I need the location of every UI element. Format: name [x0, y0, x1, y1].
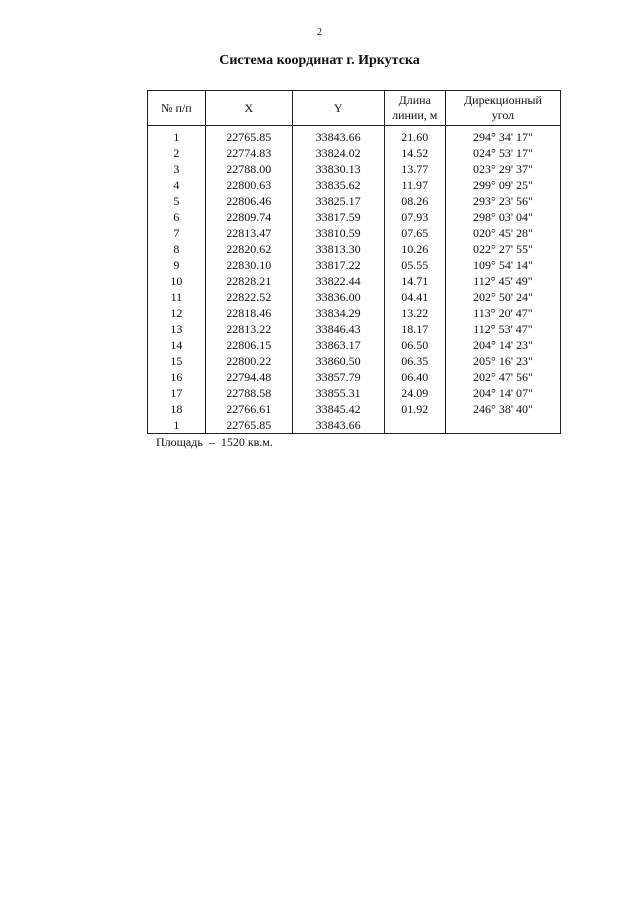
area-value: 1520 кв.м.: [220, 435, 273, 449]
x-coordinate-cell: 22800.63: [226, 178, 272, 192]
y-coordinate-cell: 33822.44: [315, 274, 361, 288]
line-length-cell: 14.71: [401, 274, 429, 288]
header-direction-angle: [445, 91, 560, 126]
header-line-length-line2: линии, м: [392, 108, 438, 122]
y-coordinate-cell: 33817.59: [315, 210, 361, 224]
line-length-cell: 11.97: [401, 178, 429, 192]
area-note: [156, 435, 273, 450]
x-coordinate-cell: 22766.61: [226, 402, 272, 416]
direction-angle-column: [445, 126, 560, 434]
y-coordinate-cell: 33830.13: [315, 162, 361, 176]
x-coordinate-cell: 22809.74: [226, 210, 272, 224]
point-number-cell: 7: [173, 226, 180, 240]
point-number-cell: 8: [173, 242, 180, 256]
y-coordinate-cell: 33824.02: [315, 146, 361, 160]
x-coordinate-cell: 22794.48: [226, 370, 272, 384]
y-coordinate-cell: 33836.00: [315, 290, 361, 304]
direction-angle-cell: 299° 09' 25": [473, 178, 533, 192]
line-length-cell: 13.22: [401, 306, 429, 320]
point-number-cell: 17: [170, 386, 183, 400]
table-header-row: [148, 91, 561, 126]
table-body-row: [148, 126, 561, 434]
x-coordinate-cell: 22765.85: [226, 130, 272, 144]
point-number-cell: 3: [173, 162, 180, 176]
y-coordinate-cell: 33817.22: [315, 258, 361, 272]
point-number-cell: 16: [170, 370, 183, 384]
line-length-cell: 06.35: [401, 354, 429, 368]
header-y: [292, 91, 384, 126]
y-coordinate-cell: 33825.17: [315, 194, 361, 208]
line-length-cell: 06.50: [401, 338, 429, 352]
point-number-cell: 14: [170, 338, 183, 352]
y-coordinate-cell: 33855.31: [315, 386, 361, 400]
header-line-length: [384, 91, 445, 126]
header-point-number-label: № п/п: [161, 100, 192, 115]
direction-angle-cell: 293° 23' 56": [473, 194, 533, 208]
point-number-column: [148, 126, 206, 434]
direction-angle-cell: 202° 47' 56": [473, 370, 533, 384]
line-length-cell: 08.26: [401, 194, 429, 208]
direction-angle-cell: 204° 14' 23": [473, 338, 533, 352]
y-coordinate-cell: 33863.17: [315, 338, 361, 352]
x-coordinate-cell: 22813.47: [226, 226, 272, 240]
y-coordinate-cell: 33846.43: [315, 322, 361, 336]
header-x-label: X: [244, 100, 254, 115]
header-line-length-line1: Длина: [398, 93, 431, 107]
line-length-cell: 07.93: [401, 210, 429, 224]
x-coordinate-cell: 22813.22: [226, 322, 272, 336]
x-coordinate-cell: 22788.58: [226, 386, 272, 400]
direction-angle-cell: 113° 20' 47": [473, 306, 533, 320]
x-coordinate-cell: 22822.52: [226, 290, 272, 304]
y-coordinate-cell: 33810.59: [315, 226, 361, 240]
line-length-cell: 01.92: [401, 402, 429, 416]
header-direction-angle-line1: Дирекционный: [463, 93, 542, 107]
x-coordinate-cell: 22820.62: [226, 242, 272, 256]
line-length-cell: 21.60: [401, 130, 429, 144]
direction-angle-cell: 022° 27' 55": [473, 242, 533, 256]
x-coordinate-cell: 22788.00: [226, 162, 272, 176]
point-number-cell: 10: [170, 274, 183, 288]
line-length-cell: 14.52: [401, 146, 429, 160]
direction-angle-cell: 205° 16' 23": [473, 354, 533, 368]
point-number-cell: 9: [173, 258, 180, 272]
point-number-cell: 13: [170, 322, 183, 336]
direction-angle-cell: 298° 03' 04": [473, 210, 533, 224]
line-length-cell: 13.77: [401, 162, 429, 176]
line-length-cell: 06.40: [401, 370, 429, 384]
y-coordinate-cell: 33857.79: [315, 370, 361, 384]
point-number-cell: 1: [173, 418, 180, 432]
header-y-label: Y: [333, 100, 343, 115]
line-length-cell: 07.65: [401, 226, 429, 240]
y-coordinate-cell: 33834.29: [315, 306, 361, 320]
direction-angle-cell: 246° 38' 40": [473, 402, 533, 416]
point-number-cell: 15: [170, 354, 183, 368]
x-coordinate-cell: 22774.83: [226, 146, 272, 160]
y-coordinate-cell: 33813.30: [315, 242, 361, 256]
line-length-column: [384, 126, 445, 434]
point-number-cell: 6: [173, 210, 180, 224]
direction-angle-cell: 024° 53' 17": [473, 146, 533, 160]
area-label: Площадь: [156, 435, 203, 449]
line-length-cell: 04.41: [401, 290, 429, 304]
direction-angle-cell: 023° 29' 37": [473, 162, 533, 176]
direction-angle-cell: 294° 34' 17": [473, 130, 533, 144]
y-coordinate-cell: 33860.50: [315, 354, 361, 368]
direction-angle-cell: 204° 14' 07": [473, 386, 533, 400]
header-direction-angle-line2: угол: [491, 108, 515, 122]
point-number-cell: 2: [173, 146, 180, 160]
point-number-cell: 12: [170, 306, 183, 320]
x-coordinate-cell: 22800.22: [226, 354, 272, 368]
y-coordinate-cell: 33843.66: [315, 418, 361, 432]
y-coordinate-cell: 33835.62: [315, 178, 361, 192]
x-coordinate-cell: 22830.10: [226, 258, 272, 272]
document-title: Система координат г. Иркутска: [219, 53, 420, 68]
line-length-cell: 18.17: [401, 322, 429, 336]
x-coordinate-cell: 22818.46: [226, 306, 272, 320]
x-coordinate-column: [205, 126, 292, 434]
y-coordinate-column: [292, 126, 384, 434]
direction-angle-cell: 109° 54' 14": [473, 258, 533, 272]
y-coordinate-cell: 33843.66: [315, 130, 361, 144]
direction-angle-cell: 112° 45' 49": [473, 274, 533, 288]
x-coordinate-cell: 22806.15: [226, 338, 272, 352]
direction-angle-cell: 020° 45' 28": [473, 226, 533, 240]
area-dash: –: [208, 435, 215, 449]
point-number-cell: 18: [170, 402, 183, 416]
line-length-cell: 05.55: [401, 258, 429, 272]
page-number: 2: [317, 27, 322, 38]
point-number-cell: 1: [173, 130, 180, 144]
y-coordinate-cell: 33845.42: [315, 402, 361, 416]
x-coordinate-cell: 22806.46: [226, 194, 272, 208]
header-x: [205, 91, 292, 126]
direction-angle-cell: 202° 50' 24": [473, 290, 533, 304]
point-number-cell: 11: [170, 290, 183, 304]
direction-angle-cell: 112° 53' 47": [473, 322, 533, 336]
point-number-cell: 5: [173, 194, 180, 208]
x-coordinate-cell: 22765.85: [226, 418, 272, 432]
x-coordinate-cell: 22828.21: [226, 274, 272, 288]
line-length-cell: 24.09: [401, 386, 429, 400]
header-point-number: [148, 91, 206, 126]
point-number-cell: 4: [173, 178, 180, 192]
line-length-cell: 10.26: [401, 242, 429, 256]
coordinates-table: [147, 90, 561, 434]
